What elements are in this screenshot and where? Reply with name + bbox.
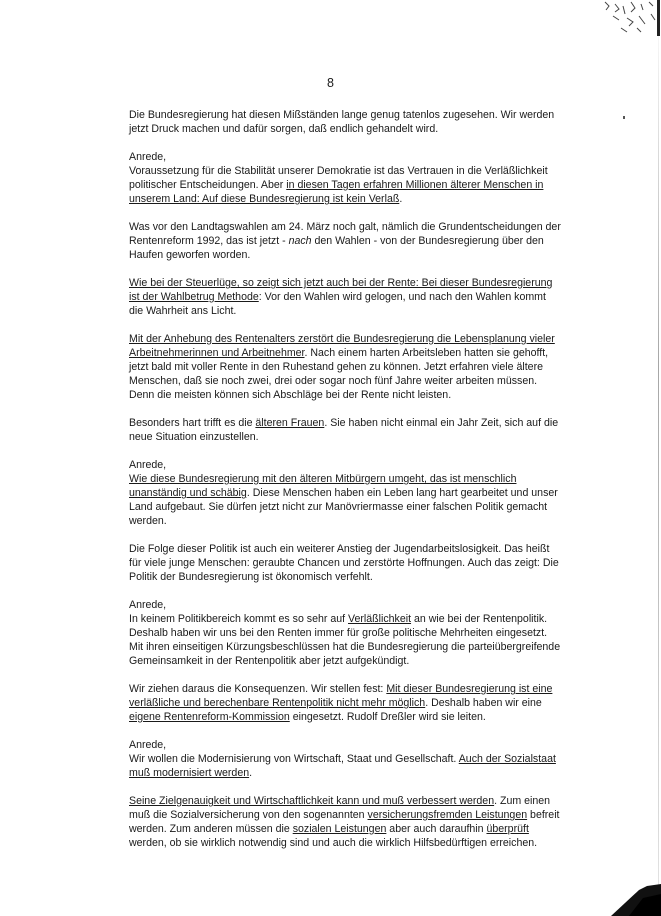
paragraph-text: Besonders hart trifft es die	[129, 417, 256, 429]
paragraph-text: werden, ob sie wirklich notwendig sind und auch die wirklich Hilfsbedürftigen erreichen.	[129, 837, 538, 849]
scan-artifact-top-right	[601, 0, 661, 36]
underlined-text: Verläßlichkeit	[348, 613, 412, 625]
underlined-text: überprüft	[486, 823, 529, 835]
page-number: 8	[327, 76, 334, 90]
paragraph-text: befreit werden. Zum anderen müssen die	[129, 809, 560, 835]
paragraph-text: In keinem Politikbereich kommt es so sehr auf	[129, 613, 349, 625]
paragraph-text: aber auch daraufhin	[386, 823, 487, 835]
paragraph-text: Wir ziehen daraus die Konsequenzen. Wir stellen fest:	[129, 683, 387, 695]
underlined-text: Auch der Sozialstaat muß modernisiert werden	[129, 753, 556, 779]
scan-edge-right	[658, 0, 659, 916]
paragraph	[129, 542, 561, 584]
paragraph	[129, 332, 561, 402]
scan-speck	[623, 116, 625, 119]
underlined-text: Wie diese Bundesregierung mit den älteren Mitbürgern umgeht, das ist menschlich unanständig und schäbig	[129, 473, 517, 499]
paragraph-text: Anrede,	[129, 739, 167, 751]
paragraph	[129, 276, 561, 318]
paragraph	[129, 794, 561, 850]
underlined-text: in diesen Tagen erfahren Millionen älterer Menschen in unserem Land: Auf diese Bundesregierung ist kein Verlaß	[129, 179, 544, 205]
underlined-text: Mit dieser Bundesregierung ist eine verläßliche und berechenbare Rentenpolitik nicht mehr möglich	[129, 683, 553, 709]
paragraph-text: Was vor den Landtagswahlen am 24. März noch galt, nämlich die Grundentscheidungen der Rentenreform 1992, das ist jetzt -	[129, 221, 561, 247]
paragraph-text: .	[399, 193, 403, 205]
underlined-text: älteren Frauen	[255, 417, 325, 429]
paragraph-text: Anrede,	[129, 599, 167, 611]
paragraph	[129, 220, 561, 262]
underlined-text: Wie bei der Steuerlüge, so zeigt sich jetzt auch bei der Rente: Bei dieser Bundesregierung ist der Wahlbetrug Methode	[129, 277, 553, 303]
paragraph-text: Voraussetzung für die Stabilität unserer Demokratie ist das Vertrauen in die Verläßlichkeit politischer Entscheidungen. Aber	[129, 165, 548, 191]
paragraph	[129, 738, 561, 780]
paragraph-text: Anrede,	[129, 459, 167, 471]
paragraph	[129, 682, 561, 724]
paragraph-text: : Vor den Wahlen wird gelogen, und nach den Wahlen kommt die Wahrheit ans Licht.	[129, 291, 546, 317]
paragraph-text: eingesetzt. Rudolf Dreßler wird sie leiten.	[289, 711, 486, 723]
paragraph-text: den Wahlen - von der Bundesregierung über den Haufen geworfen worden.	[129, 235, 544, 261]
paragraph-text: Die Folge dieser Politik ist auch ein weiterer Anstieg der Jugendarbeitslosigkeit. Das heißt für viele junge Menschen: geraubte Chancen und zerstörte Hoffnungen. Auch das zeigt: Die Politik der Bundesregierung ist ökonomisch verfehlt.	[129, 543, 559, 583]
paragraph-text: .	[249, 767, 253, 779]
paragraph-text: . Zum einen muß die Sozialversicherung von den sogenannten	[129, 795, 551, 821]
paragraph	[129, 150, 561, 206]
paragraph	[129, 598, 561, 668]
italic-text: nach	[288, 235, 312, 247]
paragraph-text: Die Bundesregierung hat diesen Mißständen lange genug tatenlos zugesehen. Wir werden jetzt Druck machen und dafür sorgen, daß endlich gehandelt wird.	[129, 109, 555, 135]
paragraph-text: . Diese Menschen haben ein Leben lang hart gearbeitet und unser Land aufgebaut. Sie dürfen jetzt nicht zur Manövriermasse einer falschen Politik gemacht werden.	[129, 487, 558, 527]
underlined-text: versicherungsfremden Leistungen	[367, 809, 528, 821]
underlined-text: sozialen Leistungen	[292, 823, 387, 835]
underlined-text: eigene Rentenreform-Kommission	[129, 711, 290, 723]
paragraph-text: . Deshalb haben wir eine	[425, 697, 542, 709]
scan-artifact-bottom-right	[581, 876, 661, 916]
paragraph-text: . Nach einem harten Arbeitsleben hatten sie gehofft, jetzt bald mit voller Rente in den Ruhestand gehen zu können. Jetzt erfahren viele ältere Menschen, daß sie noch zwei, drei oder sogar noch fünf Jahre weiter arbeiten müssen. Denn die meisten können sich Abschläge bei der Rente nicht leisten.	[129, 347, 549, 401]
document-body	[129, 108, 561, 864]
paragraph	[129, 108, 561, 136]
paragraph-text: Wir wollen die Modernisierung von Wirtschaft, Staat und Gesellschaft.	[129, 753, 459, 765]
underlined-text: Mit der Anhebung des Rentenalters zerstört die Bundesregierung die Lebensplanung vieler Arbeitnehmerinnen und Arbeitnehmer	[129, 333, 555, 359]
paragraph	[129, 416, 561, 444]
paragraph	[129, 458, 561, 528]
underlined-text: Seine Zielgenauigkeit und Wirtschaftlichkeit kann und muß verbessert werden	[129, 795, 495, 807]
paragraph-text: an wie bei der Rentenpolitik. Deshalb haben wir uns bei den Renten immer für große politische Mehrheiten eingesetzt. Mit ihren einseitigen Kürzungsbeschlüssen hat die Bundesregierung die parteiübergreifende Gemeinsamkeit in der Rentenpolitik aber jetzt aufgekündigt.	[129, 613, 561, 667]
paragraph-text: . Sie haben nicht einmal ein Jahr Zeit, sich auf die neue Situation einzustellen.	[129, 417, 559, 443]
paragraph-text: Anrede,	[129, 151, 167, 163]
